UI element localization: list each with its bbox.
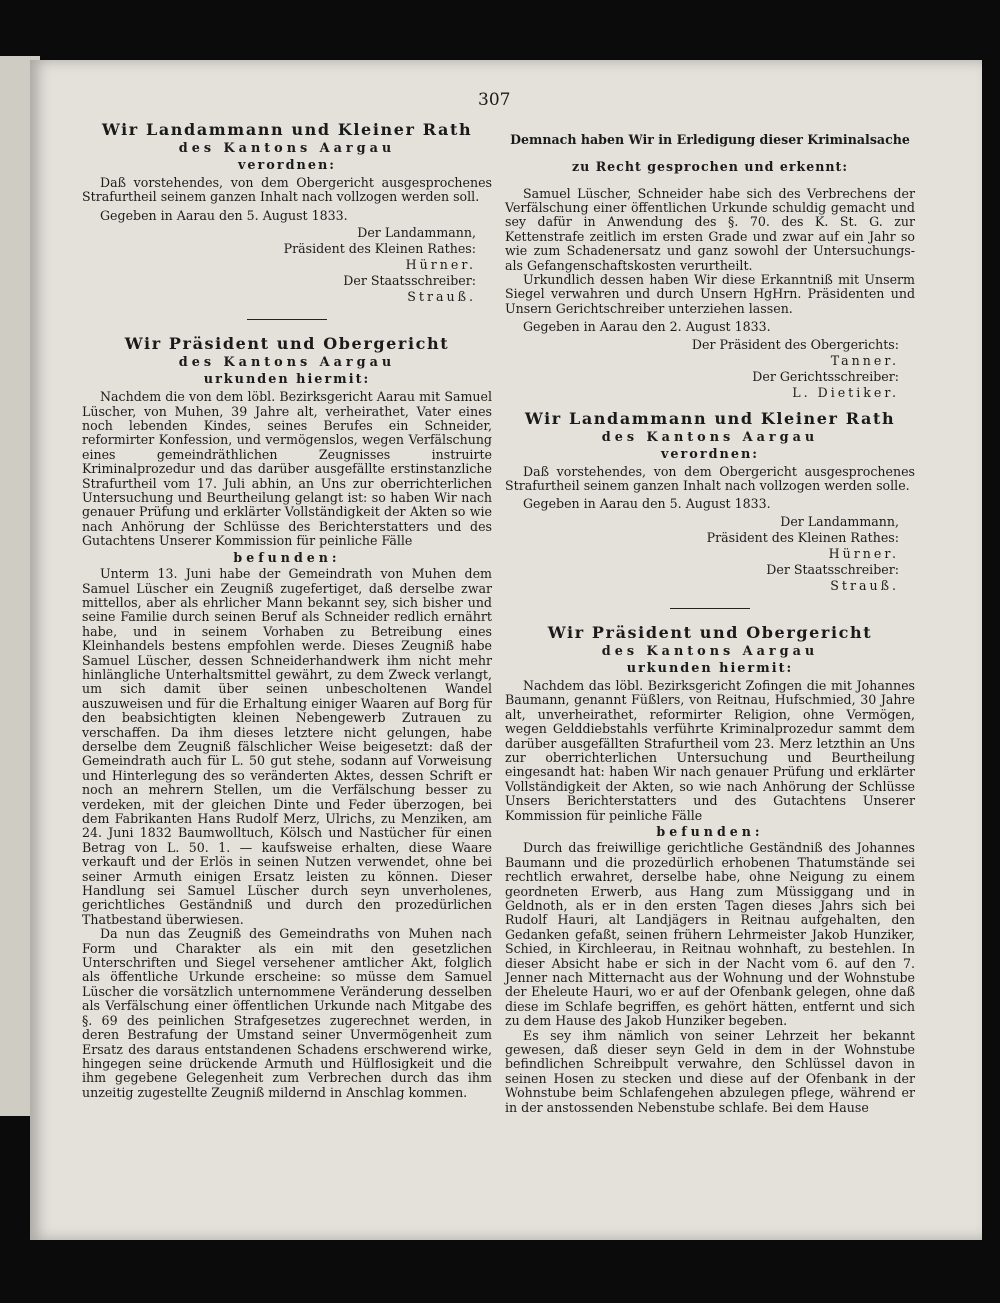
decision-heading: Demnach haben Wir in Erledigung dieser Kriminalsache <box>510 131 910 147</box>
findings-paragraph: Unterm 13. Juni habe der Gemeindrath von Muhen dem Samuel Lüscher ein Zeugniß zugefertiget, daß derselbe zwar mittellos, aber als ehrlicher Mann bekannt sey, sich bisher und seine Familie durch seinen Beruf als Schneider redlich ernährt habe, und in seinem Vorhaben zu Betreibung eines Kleinhandels bestens empfohlen werde. Dieses Zeugniß habe Samuel Lüscher, dessen Schneiderhandwerk ihm nicht mehr hinlängliche Unterhaltsmittel gewährt, zu dem Zweck verlangt, um sich damit über seinen unbescholtenen Wandel auszuweisen und für die Erhaltung einiger Waaren auf Borg für den beabsichtigten kleinen Nebengewerb Zutrauen zu verschaffen. Da ihm dieses letztere nicht gelungen, habe derselbe dem Zeugniß fälschlicher Weise beigesetzt: daß der Gemeindrath auch für L. 50 gut stehe, sodann auf Vorweisung und Hinterlegung des so veränderten Aktes, dessen Schrift er noch an mehrern Stellen, um die Verfälschung besser zu verdeken, mit der gleichen Dinte und Feder überzogen, bei dem Fabrikanten Hans Rudolf Merz, Ulrichs, zu Menziken, am 24. Juni 1832 Baumwolltuch, Kölsch und Nastücher für einen Betrag von L. 50. 1. — kaufsweise erhalten, diese Waare verkauft und der Erlös in seinen Nutzen verwendet, ohne bei seiner Armuth einigen Ersatz leisten zu können. Dieser Handlung sei Samuel Lüscher durch seyn unverholenes, gerichtliches Geständniß und durch den prozedürlichen Thatbestand überwiesen. <box>82 566 492 927</box>
signature-role: Präsident des Kleinen Rathes: <box>283 241 476 257</box>
left-column <box>82 120 492 1100</box>
decree-body: Daß vorstehendes, von dem Obergericht ausgesprochenes Strafurtheil seinem ganzen Inhalt nach vollzogen werden soll. <box>82 175 492 205</box>
right-column <box>505 120 915 1115</box>
section-divider <box>247 319 327 320</box>
decision-subheading: zu Recht gesprochen und erkennt: <box>572 158 848 174</box>
signature-title: Der Staatsschreiber: <box>343 273 476 289</box>
findings-heading: befunden: <box>656 823 764 839</box>
signature-name: Strauß. <box>407 289 476 305</box>
decree-verb: verordnen: <box>237 158 337 173</box>
signature-role: Präsident des Kleinen Rathes: <box>706 529 899 545</box>
decree-date: Gegeben in Aarau den 5. August 1833. <box>523 496 771 512</box>
decree-verb: verordnen: <box>660 446 760 462</box>
verdict-title: Wir Präsident und Obergericht <box>124 334 450 354</box>
signature-title: Der Präsident des Obergerichts: <box>691 336 899 352</box>
signature-title: Der Landammann, <box>780 513 899 529</box>
findings-paragraph: Es sey ihm nämlich von seiner Lehrzeit her bekannt gewesen, daß dieser seyn Geld in dem in der Wohnstube befindlichen Schreibpult verwahre, den Schlüssel davon in seinen Hosen zu stecken und diese auf der Ofenbank in der Wohnstube beim Schlafengehen abzulegen pflege, während er in der anstossenden Nebenstube schlafe. Bei dem Hause <box>505 1027 915 1115</box>
decree-body: Daß vorstehendes, von dem Obergericht ausgesprochenes Strafurtheil seinem ganzen Inhalt nach vollzogen werden solle. <box>505 463 915 494</box>
decree-title: Wir Landammann und Kleiner Rath <box>101 120 473 139</box>
decree-subtitle: des Kantons Aargau <box>601 429 819 445</box>
verdict-subtitle: des Kantons Aargau <box>178 355 396 371</box>
signature-name: L. Dietiker. <box>792 384 899 400</box>
verdict-intro: Nachdem das löbl. Bezirksgericht Zofingen die mit Johannes Baumann, genannt Füßlers, von Reitnau, Hufschmied, 30 Jahre alt, unverheirathet, reformirter Religion, ohne Vermögen, wegen Gelddiebstahls verführte Kriminalprozedur sammt dem darüber ausgefällten Strafurtheil vom 23. Merz letzthin an Uns zur oberrichterlichen Untersuchung und Beurtheilung eingesandt hat: haben Wir nach genauer Prüfung und erklärter Vollständigkeit der Akten, so wie nach Anhörung der Schlüsse Unsers Berichterstatters und des Gutachtens Unserer Kommission für peinliche Fälle <box>505 677 915 823</box>
section-divider <box>670 608 750 609</box>
signature-name: Strauß. <box>830 577 899 593</box>
decision-paragraph: Urkundlich dessen haben Wir diese Erkanntniß mit Unserm Siegel verwahren und durch Unsern HgHrn. Präsidenten und Unsern Gerichtschreiber unterziehen lassen. <box>505 272 915 316</box>
signature-name: Hürner. <box>405 257 476 273</box>
spacer <box>505 401 915 409</box>
findings-paragraph: Da nun das Zeugniß des Gemeindraths von Muhen nach Form und Charakter als ein mit den gesetzlichen Unterschriften und Siegel versehener amtlicher Akt, folglich als öffentliche Urkunde erscheine: so müsse dem Samuel Lüscher die vorsätzlich unternommene Veränderung desselben als Verfälschung einer öffentlichen Urkunde nach Mitgabe des §. 69 des peinlichen Strafgesetzes zugerechnet werden, in deren Bestrafung der Umstand seiner Unvermögenheit zum Ersatz des daraus entstandenen Schadens erschwerend wirke, hingegen seine drückende Armuth und Hülflosigkeit und die ihm gegebene Gelegenheit zum Verbrechen durch das ihm unzeitig zugestellte Zeugniß mildernd in Anschlag kommen. <box>82 926 492 1100</box>
verdict-title: Wir Präsident und Obergericht <box>547 622 873 642</box>
findings-heading: befunden: <box>233 549 341 565</box>
decree-title: Wir Landammann und Kleiner Rath <box>524 408 896 428</box>
page-number: 307 <box>478 90 511 110</box>
signature-title: Der Landammann, <box>357 225 476 241</box>
verdict-intro: Nachdem die von dem löbl. Bezirksgericht Aarau mit Samuel Lüscher, von Muhen, 39 Jahre alt, verheirathet, Vater eines noch lebenden Kindes, seines Berufes ein Schneider, reformirter Konfession, und vermögenslos, wegen Verfälschung eines gemeindräthlichen Zeugnisses instruirte Kriminalprozedur und das darüber ausgefällte erstinstanzliche Strafurtheil vom 17. Juli abhin, an Uns zur oberrichterlichen Untersuchung und Beurtheilung gelangt ist: so haben Wir nach genauer Prüfung und erklärter Vollständigkeit der Akten so wie nach Anhörung der Schlüsse des Berichterstatters und des Gutachtens Unserer Kommission für peinliche Fälle <box>82 389 492 549</box>
verdict-subtitle: des Kantons Aargau <box>601 643 819 659</box>
verdict-verb: urkunden hiermit: <box>203 372 371 388</box>
decree-subtitle: des Kantons Aargau <box>178 141 396 156</box>
signature-name: Tanner. <box>830 352 899 368</box>
signature-name: Hürner. <box>828 545 899 561</box>
signature-title: Der Gerichtsschreiber: <box>752 368 899 384</box>
findings-paragraph: Durch das freiwillige gerichtliche Geständniß des Johannes Baumann und die prozedürlich erhobenen Thatumstände sei rechtlich erwahret, derselbe habe, ohne Neigung zu einem geordneten Erwerb, aus Hang zum Müssiggang und in Geldnoth, als er in den ersten Tagen dieses Jahrs sich bei Rudolf Hauri, alt Landjägers in Reitnau aufgehalten, den Gedanken gefaßt, seinen frühern Lehrmeister Jakob Hunziker, Schied, in Kirchleerau, in Reitnau wohnhaft, zu bestehlen. In dieser Absicht habe er sich in der Nacht vom 6. auf den 7. Jenner nach Mitternacht aus der Wohnung und der Wohnstube der Eheleute Hauri, wo er auf der Ofenbank gelegen, ohne daß diese im Schlafe begriffen, es gehört hätten, entfernt und sich zu dem Hause des Jakob Hunziker begeben. <box>505 840 915 1029</box>
signature-title: Der Staatsschreiber: <box>766 561 899 577</box>
decision-paragraph: Samuel Lüscher, Schneider habe sich des Verbrechens der Verfälschung einer öffentlichen Urkunde schuldig gemacht und sey dafür in Anwendung des §. 70. des K. St. G. zur Kettenstrafe zeitlich im ersten Grade und zwar auf ein Jahr so wie zum Schadenersatz und ganz sowohl der Untersuchungs- als Gefangenschaftskosten verurtheilt. <box>505 185 915 273</box>
decree-date: Gegeben in Aarau den 5. August 1833. <box>100 207 348 223</box>
verdict-verb: urkunden hiermit: <box>626 660 794 676</box>
decision-date: Gegeben in Aarau den 2. August 1833. <box>523 319 771 335</box>
